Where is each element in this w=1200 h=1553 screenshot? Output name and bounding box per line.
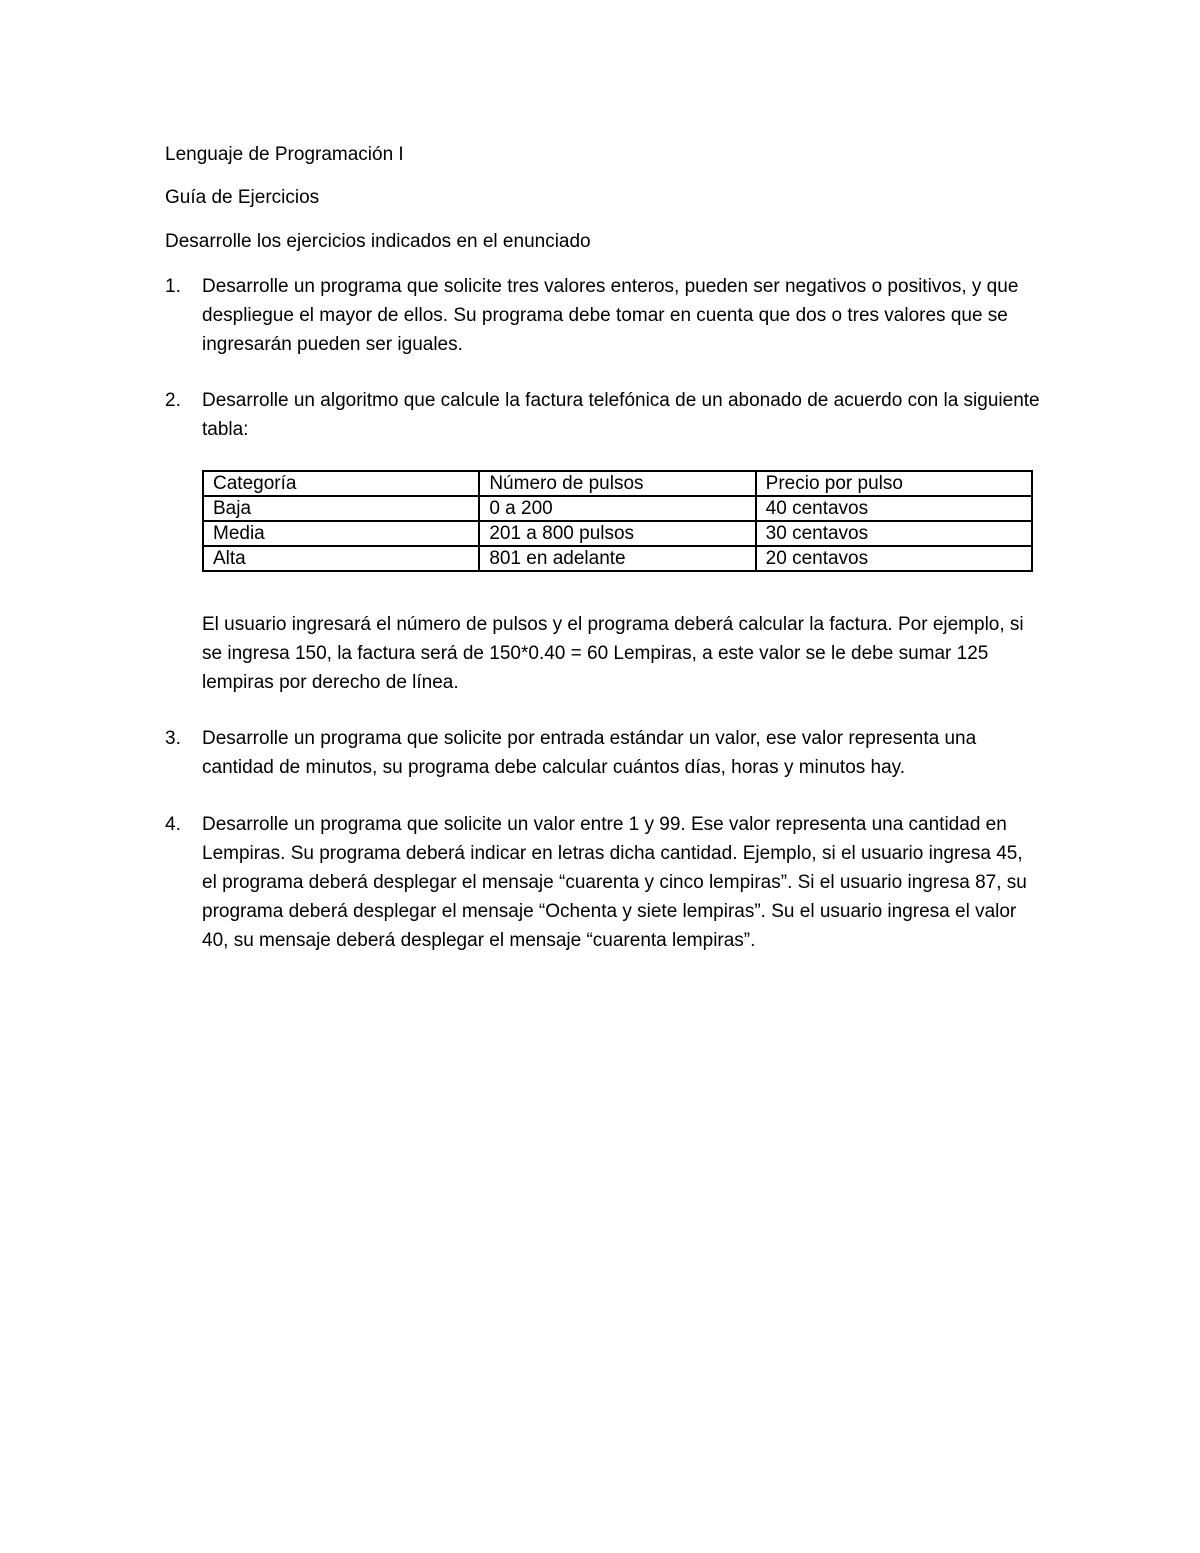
table-cell: 201 a 800 pulsos: [479, 521, 755, 546]
exercise-followup-text: El usuario ingresará el número de pulsos y el programa deberá calcular la factura. Por ejemplo, si se ingresa 150, la factura será de 150*0.40 = 60 Lempiras, a este valor se le debe sumar 125 lempiras por derecho de línea.: [202, 614, 1024, 693]
exercise-number: 4.: [165, 814, 181, 835]
exercise-text: Desarrolle un programa que solicite tres valores enteros, pueden ser negativos o positivos, y que despliegue el mayor de ellos. Su programa debe tomar en cuenta que dos o tres valores que se ingresarán pueden ser iguales.: [202, 276, 1019, 355]
document-title: Lenguaje de Programación I: [165, 144, 404, 165]
table-cell: Baja: [203, 496, 479, 521]
table-cell: 801 en adelante: [479, 546, 755, 571]
document-subtitle: Guía de Ejercicios: [165, 187, 320, 208]
rates-table: [202, 470, 1033, 572]
table-header-row: [203, 471, 1032, 496]
table-row: [203, 496, 1032, 521]
table-header-cell: Precio por pulso: [756, 471, 1032, 496]
exercise-number: 1.: [165, 276, 181, 297]
table-cell: Media: [203, 521, 479, 546]
exercise-text: Desarrolle un programa que solicite por entrada estándar un valor, ese valor representa una cantidad de minutos, su programa debe calcular cuántos días, horas y minutos hay.: [202, 728, 977, 778]
instruction-text: Desarrolle los ejercicios indicados en el enunciado: [165, 231, 591, 252]
table-header-cell: Categoría: [203, 471, 479, 496]
table-cell: 30 centavos: [756, 521, 1032, 546]
exercise-text: Desarrolle un programa que solicite un valor entre 1 y 99. Ese valor representa una cantidad en Lempiras. Su programa deberá indicar en letras dicha cantidad. Ejemplo, si el usuario ingresa 45, el programa deberá desplegar el mensaje “cuarenta y cinco lempiras”. Si el usuario ingresa 87, su programa deberá desplegar el mensaje “Ochenta y siete lempiras”. Su el usuario ingresa el valor 40, su mensaje deberá desplegar el mensaje “cuarenta lempiras”.: [202, 814, 1027, 951]
table-row: [203, 521, 1032, 546]
exercise-text: Desarrolle un algoritmo que calcule la factura telefónica de un abonado de acuerdo con la siguiente tabla:: [202, 390, 1040, 440]
exercise-number: 2.: [165, 390, 181, 411]
exercise-number: 3.: [165, 728, 181, 749]
table-cell: Alta: [203, 546, 479, 571]
table-header-cell: Número de pulsos: [479, 471, 755, 496]
table-cell: 20 centavos: [756, 546, 1032, 571]
table-cell: 40 centavos: [756, 496, 1032, 521]
table-row: [203, 546, 1032, 571]
table-cell: 0 a 200: [479, 496, 755, 521]
